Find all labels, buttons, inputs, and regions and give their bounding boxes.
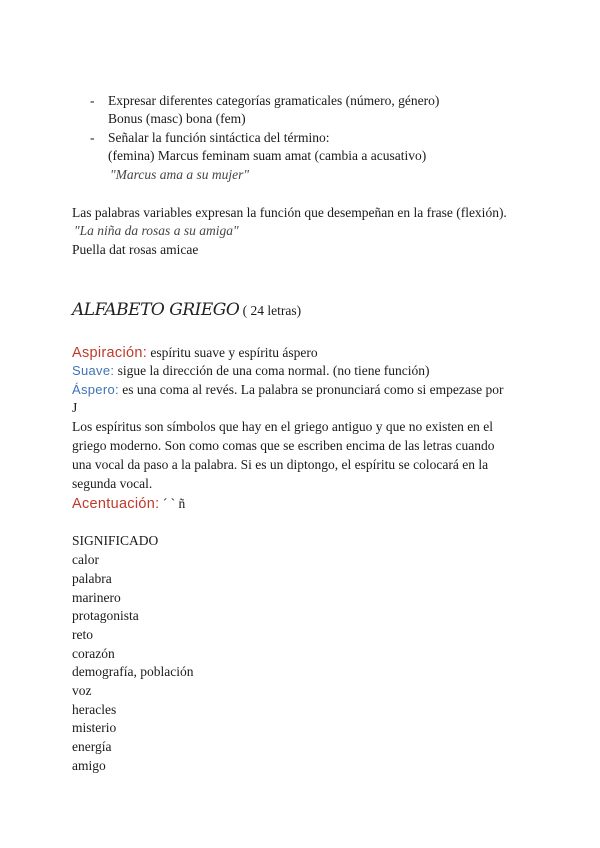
acentuacion-line xyxy=(72,494,185,514)
list-item: amigo xyxy=(72,758,106,773)
aspero-continuation: J xyxy=(72,400,78,415)
list-item: calor xyxy=(72,552,99,567)
paragraph-line: Las palabras variables expresan la función que desempeñan en la frase (flexión). xyxy=(72,205,507,220)
bullet-translation: "Marcus ama a su mujer" xyxy=(110,167,250,182)
aspiracion-text: espíritu suave y espíritu áspero xyxy=(150,345,318,360)
paragraph-line: griego moderno. Son como comas que se escriben encima de las letras cuando xyxy=(72,438,495,453)
paragraph-line: Puella dat rosas amicae xyxy=(72,242,199,257)
section-title: ALFABETO GRIEGO xyxy=(72,300,240,320)
list-item: marinero xyxy=(72,590,121,605)
list-item: heracles xyxy=(72,702,117,717)
paragraph-line: una vocal da paso a la palabra. Si es un diptongo, el espíritu se colocará en la xyxy=(72,457,489,472)
list-item: energía xyxy=(72,739,112,754)
paragraph-translation: "La niña da rosas a su amiga" xyxy=(74,223,239,238)
acentuacion-label: Acentuación: xyxy=(72,496,160,512)
aspero-line xyxy=(72,381,504,399)
paragraph-line: Los espíritus son símbolos que hay en el griego antiguo y que no existen en el xyxy=(72,419,494,434)
bullet-text: Expresar diferentes categorías gramaticales (número, género) xyxy=(108,93,440,108)
aspiracion-line xyxy=(72,343,318,363)
bullet-subtext: Bonus (masc) bona (fem) xyxy=(108,111,246,126)
bullet-dash: - xyxy=(90,93,95,108)
bullet-dash: - xyxy=(90,130,95,145)
bullet-text: Señalar la función sintáctica del término: xyxy=(108,130,330,145)
section-heading xyxy=(72,299,301,322)
suave-text: sigue la dirección de una coma normal. (no tiene función) xyxy=(117,363,430,378)
list-item: demografía, población xyxy=(72,664,194,679)
list-item: voz xyxy=(72,683,92,698)
list-item: corazón xyxy=(72,646,115,661)
aspero-label: Áspero: xyxy=(72,382,119,397)
list-item: palabra xyxy=(72,571,112,586)
aspiracion-label: Aspiración: xyxy=(72,345,148,361)
list-item: reto xyxy=(72,627,93,642)
list-item: protagonista xyxy=(72,608,139,623)
aspero-text: es una coma al revés. La palabra se pronunciará como si empezase por xyxy=(122,382,504,397)
suave-line xyxy=(72,362,430,380)
suave-label: Suave: xyxy=(72,363,115,378)
list-item: misterio xyxy=(72,720,117,735)
significado-header: SIGNIFICADO xyxy=(72,533,159,548)
letter-count: ( 24 letras) xyxy=(242,303,302,318)
acentuacion-text: ´ ` ñ xyxy=(162,496,186,511)
bullet-subtext: (femina) Marcus feminam suam amat (cambia a acusativo) xyxy=(108,148,427,163)
paragraph-line: segunda vocal. xyxy=(72,476,153,491)
